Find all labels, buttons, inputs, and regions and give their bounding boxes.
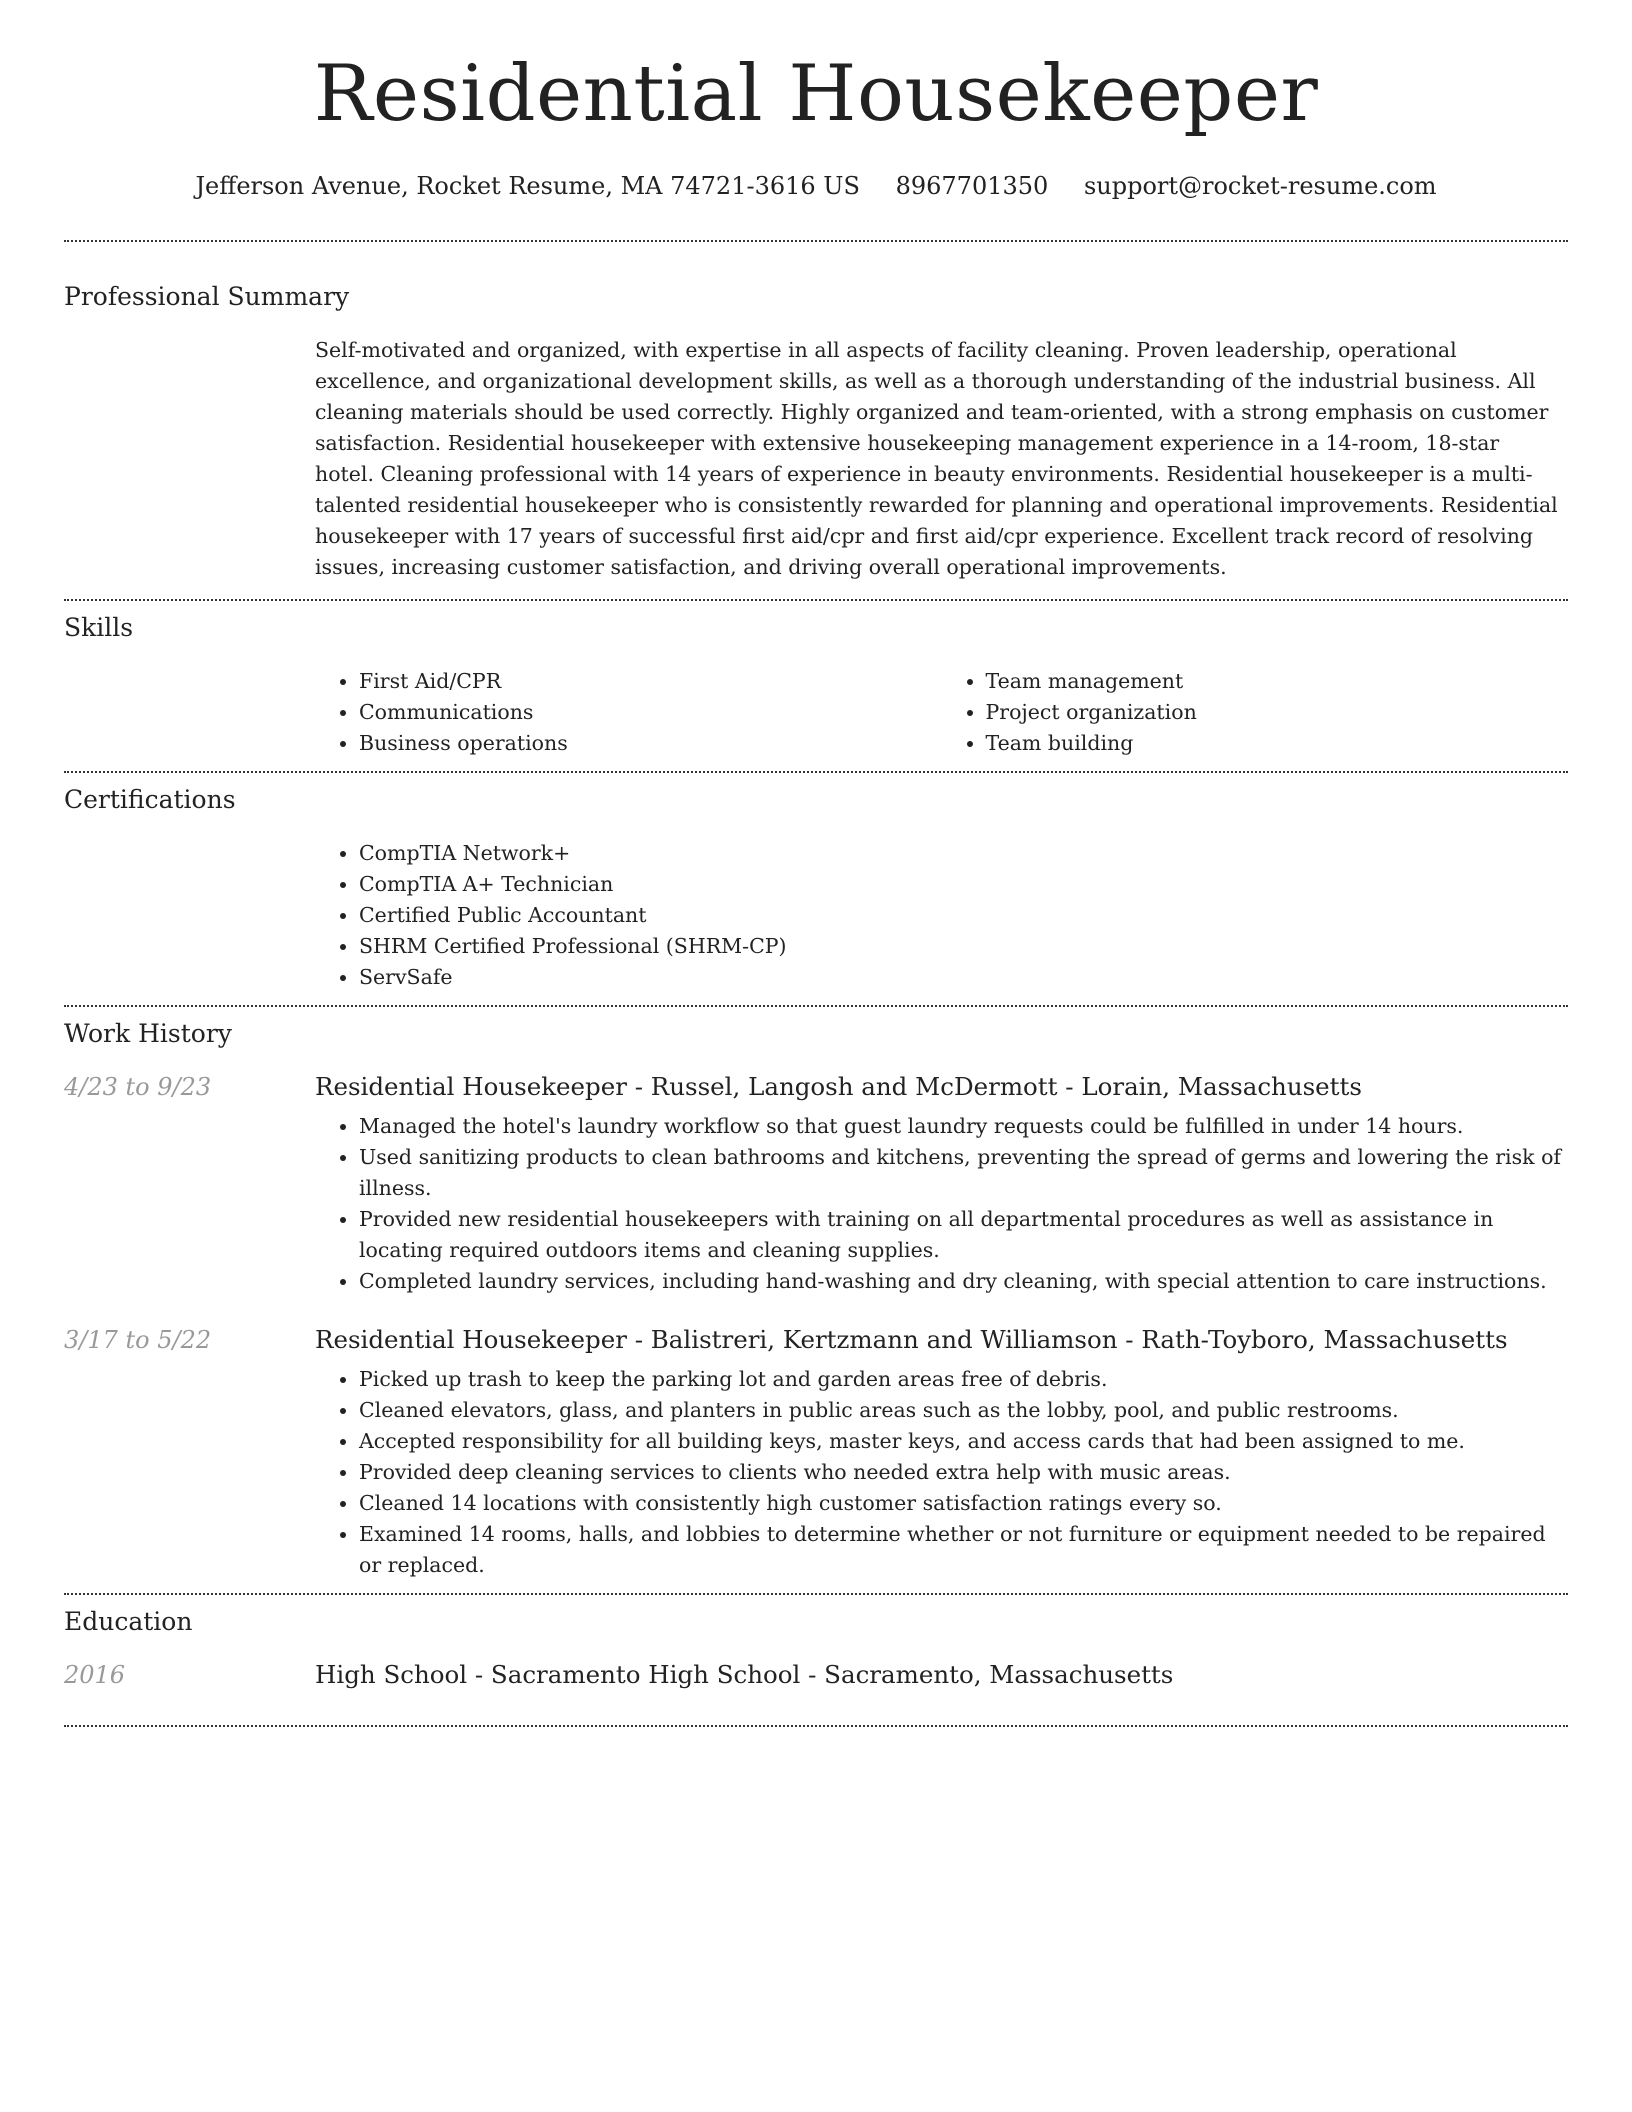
list-item: • Team management [986,666,1569,697]
education-heading: High School - Sacramento High School - Sacramento, Massachusetts [315,1659,1174,1689]
job-entry [64,1072,1568,1297]
job-heading: Residential Housekeeper - Russel, Langosh and McDermott - Lorain, Massachusetts [315,1071,1362,1101]
list-item: • CompTIA Network+ [359,838,1568,869]
job-bullets [315,1364,1568,1581]
contact-line [64,172,1568,200]
certifications-list [315,838,1568,993]
education-section [64,1595,1568,1725]
list-item: • Business operations [359,728,942,759]
job-bullets [315,1111,1568,1297]
resume-name: Residential Housekeeper [313,49,1319,139]
section-title-work-history: Work History [64,1018,232,1048]
list-item: • ServSafe [359,962,1568,993]
education-entry [64,1660,1568,1699]
certifications-section [64,773,1568,1005]
skills-list-right [942,666,1569,759]
summary-section [64,242,1568,599]
section-title-summary: Professional Summary [64,281,350,311]
list-item: • Used sanitizing products to clean bathrooms and kitchens, preventing the spread of germs and lowering the risk of illness. [359,1142,1568,1204]
section-title-certifications: Certifications [64,784,236,814]
divider [64,1725,1568,1727]
list-item: • Provided new residential housekeepers with training on all departmental procedures as well as assistance in locating required outdoors items and cleaning supplies. [359,1204,1568,1266]
job-dates: 3/17 to 5/22 [64,1325,212,1354]
list-item: • CompTIA A+ Technician [359,869,1568,900]
list-item: • Cleaned 14 locations with consistently high customer satisfaction ratings every so. [359,1488,1568,1519]
list-item: • Certified Public Accountant [359,900,1568,931]
job-dates: 4/23 to 9/23 [64,1072,212,1101]
list-item: • Project organization [986,697,1569,728]
list-item: • Picked up trash to keep the parking lot and garden areas free of debris. [359,1364,1568,1395]
list-item: • Completed laundry services, including hand-washing and dry cleaning, with special attention to care instructions. [359,1266,1568,1297]
job-entry [64,1325,1568,1581]
list-item: • Provided deep cleaning services to clients who needed extra help with music areas. [359,1457,1568,1488]
work-history-section [64,1007,1568,1593]
skills-list-left [315,666,942,759]
education-year: 2016 [64,1660,126,1689]
list-item: • Cleaned elevators, glass, and planters in public areas such as the lobby, pool, and public restrooms. [359,1395,1568,1426]
job-heading: Residential Housekeeper - Balistreri, Kertzmann and Williamson - Rath-Toyboro, Massachusetts [315,1324,1508,1354]
list-item: • Managed the hotel's laundry workflow so that guest laundry requests could be fulfilled in under 14 hours. [359,1111,1568,1142]
list-item: • Examined 14 rooms, halls, and lobbies to determine whether or not furniture or equipment needed to be repaired or replaced. [359,1519,1568,1581]
email: support@rocket-resume.com [1083,171,1437,200]
list-item: • First Aid/CPR [359,666,942,697]
phone: 8967701350 [895,171,1049,200]
list-item: • Accepted responsibility for all building keys, master keys, and access cards that had been assigned to me. [359,1426,1568,1457]
list-item: • Communications [359,697,942,728]
address: Jefferson Avenue, Rocket Resume, MA 74721-3616 US [195,171,860,200]
list-item: • SHRM Certified Professional (SHRM-CP) [359,931,1568,962]
section-title-skills: Skills [64,612,134,642]
list-item: • Team building [986,728,1569,759]
summary-text: Self-motivated and organized, with expertise in all aspects of facility cleaning. Proven leadership, operational excellence, and organizational development skills, as well as a thorough understanding of the industrial business. All cleaning materials should be used correctly. Highly organized and team-oriented, with a strong emphasis on customer satisfaction. Residential housekeeper with extensive housekeeping management experience in a 14-room, 18-star hotel. Cleaning professional with 14 years of experience in beauty environments. Residential housekeeper is a multi-talented residential housekeeper who is consistently rewarded for planning and operational improvements. Residential housekeeper with 17 years of successful first aid/cpr and first aid/cpr experience. Excellent track record of resolving issues, increasing customer satisfaction, and driving overall operational improvements. [315,337,1558,579]
section-title-education: Education [64,1606,193,1636]
skills-section [64,601,1568,771]
